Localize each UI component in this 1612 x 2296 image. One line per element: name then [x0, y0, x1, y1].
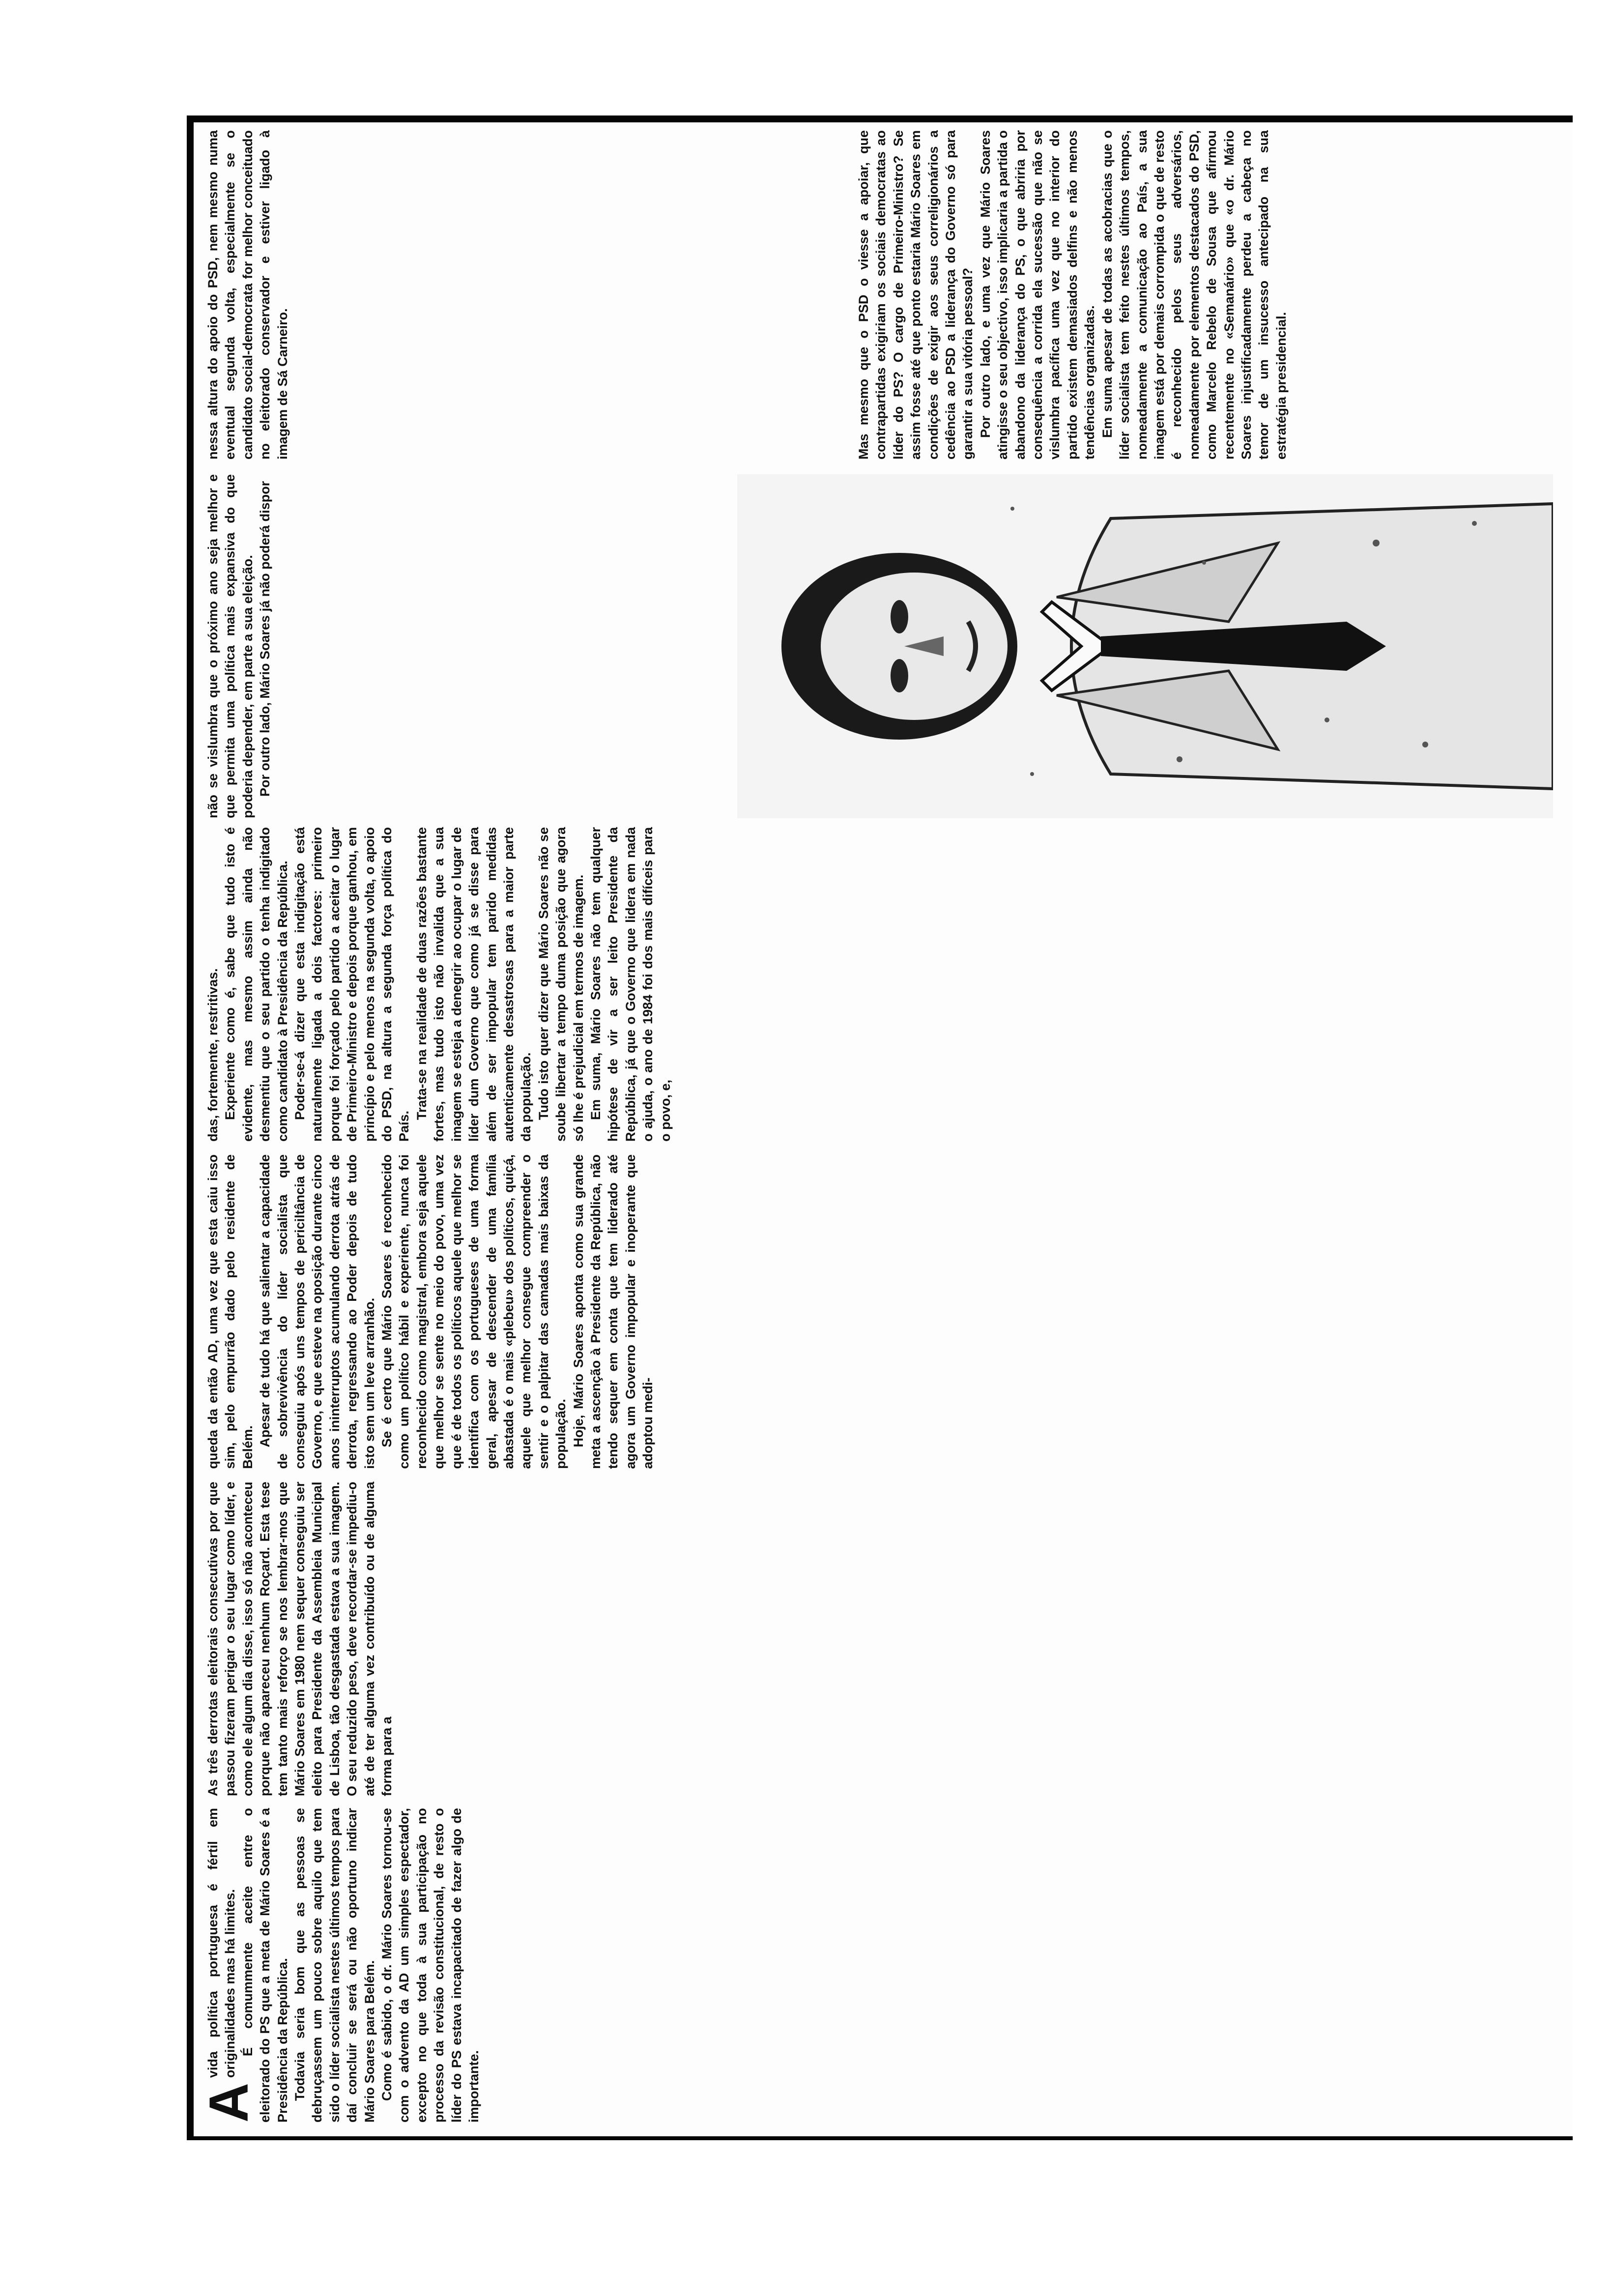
paragraph: Tudo isto quer dizer que Mário Soares não se soube libertar a tempo duma posição que agora só lhe é prejudicial em termos de imagem.	[536, 827, 586, 1142]
paragraph: vida política portuguesa é fértil em originalidades mas há limites.	[205, 1808, 238, 2078]
article-column-4	[204, 827, 750, 1142]
article-column-2	[204, 1482, 750, 1796]
paragraph: das, fortemente, restritivas.	[205, 968, 220, 1142]
article-column-1	[198, 1808, 750, 2123]
clipping-border-right	[187, 115, 1573, 122]
paragraph: Poder-se-á dizer que esta indigitação está naturalmente ligada a dois factores: primeiro porque foi forçado pelo partido a aceitar o lugar de Primeiro-Ministro e depois porque ganhou, em princípio e pelo menos na segunda volta, o apoio do PSD, na altura a segunda força política do País.	[292, 827, 412, 1142]
paragraph: Se é certo que Mário Soares é reconhecido como um político hábil e experiente, nunca foi reconhecido como magistral, embora seja aquele que melhor se sente no meio do povo, uma vez que é de todos os políticos aquele que melhor se identifica com os portugueses de uma forma geral, apesar de descender de uma família abastada é o mais «plebeu» dos políticos, quiçá, aquele que melhor consegue compreender o sentir e o palpitar das camadas mais baixas da população.	[379, 1154, 569, 1469]
clipping-border-top	[187, 115, 194, 2140]
paragraph: É comummente aceite entre o eleitorado do PS que a meta de Mário Soares é a Presidência da República.	[240, 1808, 290, 2123]
newspaper-clipping	[187, 115, 1573, 2140]
paragraph: queda da então AD, uma vez que esta caiu isso sim, pelo empurrão dado pelo residente de Belém.	[205, 1154, 255, 1469]
clipping-border-left	[187, 2136, 1573, 2140]
paragraph: Apesar de tudo há que salientar a capacidade de sobrevivência do líder socialista que conseguiu após uns tempos de periciltância de Governo, e que esteve na oposição durante cinco anos ininterruptos acumulando derrota atrás de derrota, regressando ao Poder depois de tudo isto sem um leve arranhão.	[258, 1154, 377, 1469]
paragraph: Hoje, Mário Soares aponta como sua grande meta a ascenção à Presidente da República, não tendo sequer em conta que tem liderado até agora um Governo impopular e inoperante que adoptou medi-	[571, 1154, 656, 1469]
paragraph: Mas mesmo que o PSD o viesse a apoiar, que contrapartidas exigiriam os sociais democratas ao líder do PS? O cargo de Primeiro-Ministro? Se assim fosse até que ponto estaria Mário Soares em condições de exigir aos seus correligionários a cedência ao PSD a liderança do Governo só para garantir a sua vitória pessoal?	[856, 130, 976, 459]
drop-cap: A	[198, 2083, 259, 2123]
paragraph: Por outro lado, e uma vez que Mário Soares atingisse o seu objectivo, isso implicaria a partida o abandono da liderança do PS, o que abriria por consequência a corrida ela sucessão que não se vislumbra pacífica uma vez que no interior do partido existem demasiados delfins e não menos tendências organizadas.	[978, 130, 1097, 459]
paragraph: Experiente como é, sabe que tudo isto é evidente, mas mesmo assim ainda não desmentiu que o seu partido o tenha indigitado como candidato à Presidência da República.	[223, 827, 290, 1142]
paragraph: Todavia seria bom que as pessoas se debruçassem um pouco sobre aquilo que tem sido o líder socialista nestes últimos tempos para daí concluir se será ou não oportuno indicar Mário Soares para Belém.	[292, 1808, 377, 2123]
article-column-7	[855, 130, 1290, 459]
article-column-5	[204, 474, 274, 818]
paragraph: As três derrotas eleitorais consecutivas por que passou fizeram perigar o seu lugar como líder, e como ele algum dia disse, isso só não aconteceu porque não apareceu nenhum Roçard. Esta tese tem tanto mais reforço se nos lembrar-mos que Mário Soares em 1980 nem sequer conseguiu ser eleito para Presidente da Assembleia Municipal de Lisboa, tão desgastada estava a sua imagem. O seu reduzido peso, deve recordar-se impediu-o até de ter alguma vez contribuído ou de alguma forma para a	[205, 1482, 395, 1796]
paragraph: Em suma, Mário Soares não tem qualquer hipótese de vir a ser leito Presidente da República, já que o Governo que lidera em nada o ajuda, o ano de 1984 foi dos mais difíceis para o povo, e,	[588, 827, 673, 1142]
paragraph: Por outro lado, Mário Soares já não poderá dispor	[258, 481, 273, 797]
paragraph: Em suma apesar de todas as acobracias que o líder socialista tem feito nestes últimos tempos, nomeadamente a comunicação ao País, a sua imagem está por demais corrompida o que de resto é reconhecido pelos seus adversários, nomeadamente por elementos destacados do PSD, como Marcelo Rebelo de Sousa que afirmou recentemente no «Semanário» que «o dr. Mário Soares injustificadamente perdeu a cabeça no temor de um insucesso antecipado na sua estratégia presidencial.	[1099, 130, 1289, 459]
article-column-3	[204, 1154, 750, 1469]
portrait-photo	[737, 474, 1553, 818]
portrait-image	[737, 474, 1553, 818]
paragraph: nessa altura do apoio do PSD, nem mesmo numa eventual segunda volta, especialmente se o candidato social-democrata for melhor conceituado no eleitorado conservador e estiver ligado à imagem de Sá Carneiro.	[205, 130, 290, 459]
paragraph: não se vislumbra que o próximo ano seja melhor e que permita uma política mais expansiva do que poderia depender, em parte a sua eleição.	[205, 474, 255, 818]
paragraph: Como é sabido, o dr. Mário Soares tornou-se com o advento da AD um simples espectador, excepto no que toda à sua participação no processo da revisão constitucional, de resto o líder do PS estava incapacitado de fazer algo de importante.	[379, 1808, 482, 2123]
article-column-6	[204, 130, 291, 459]
paragraph: Trata-se na realidade de duas razões bastante fortes, mas tudo isto não invalida que a sua imagem se esteja a denegrir ao ocupar o lugar de líder dum Governo que como já se disse para além de ser impopular tem parido medidas autenticamente desastrosas para a maior parte da população.	[414, 827, 534, 1142]
